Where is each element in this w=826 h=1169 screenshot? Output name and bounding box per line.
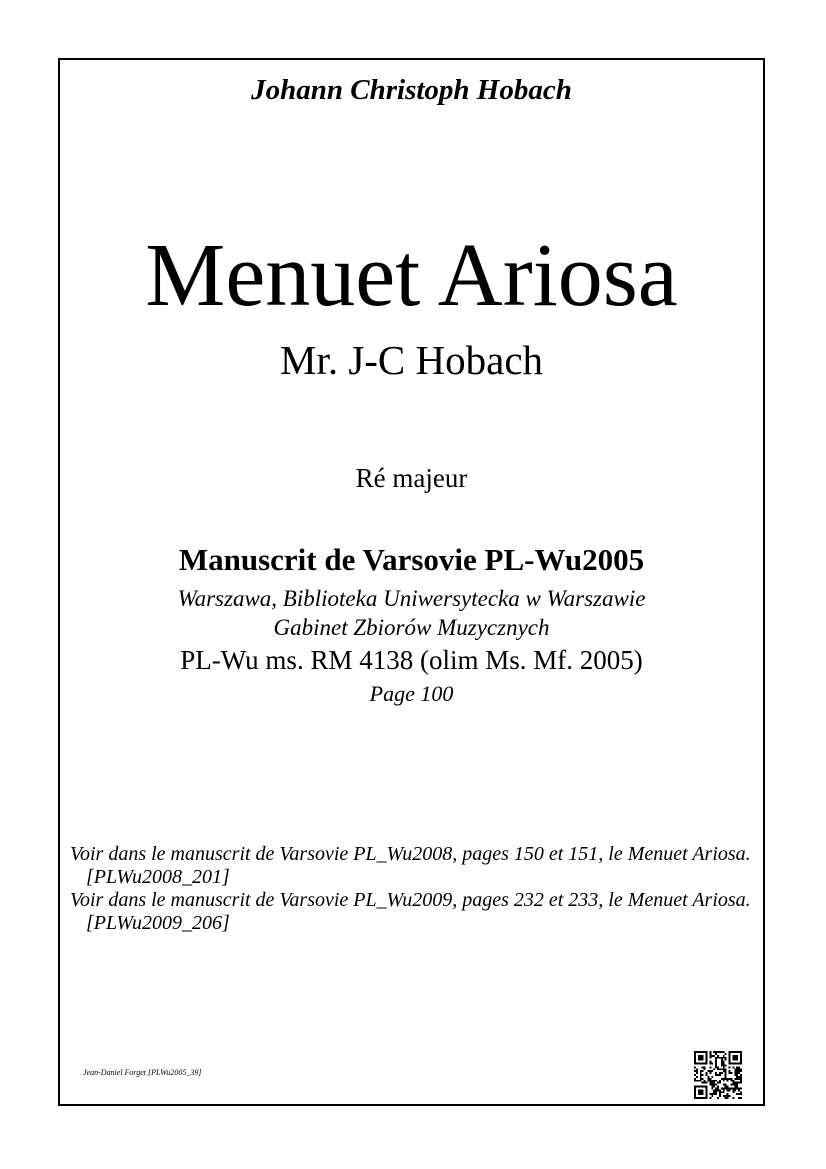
footer-credit: Jean-Daniel Forget [PLWu2005_39] xyxy=(83,1068,202,1077)
piece-key: Ré majeur xyxy=(355,463,468,493)
manuscript-page: Page 100 xyxy=(369,681,454,706)
page-frame xyxy=(58,58,765,1106)
piece-title: Menuet Ariosa xyxy=(145,226,678,325)
library-line-1: Warszawa, Biblioteka Uniwersytecka w Warszawie xyxy=(177,586,646,611)
notes-block xyxy=(70,843,760,935)
composer-name: Johann Christoph Hobach xyxy=(251,74,572,106)
note-item: Voir dans le manuscrit de Varsovie PL_Wu2008, pages 150 et 151, le Menuet Ariosa. [PLWu2008_201] xyxy=(70,843,751,888)
manuscript-title: Manuscrit de Varsovie PL-Wu2005 xyxy=(178,542,645,577)
note-item: Voir dans le manuscrit de Varsovie PL_Wu2009, pages 232 et 233, le Menuet Ariosa. [PLWu2009_206] xyxy=(70,889,751,934)
piece-attribution: Mr. J-C Hobach xyxy=(279,337,544,383)
shelfmark: PL-Wu ms. RM 4138 (olim Ms. Mf. 2005) xyxy=(180,645,643,675)
library-line-2: Gabinet Zbiorów Muzycznych xyxy=(273,615,550,640)
qr-code-icon xyxy=(694,1051,742,1099)
